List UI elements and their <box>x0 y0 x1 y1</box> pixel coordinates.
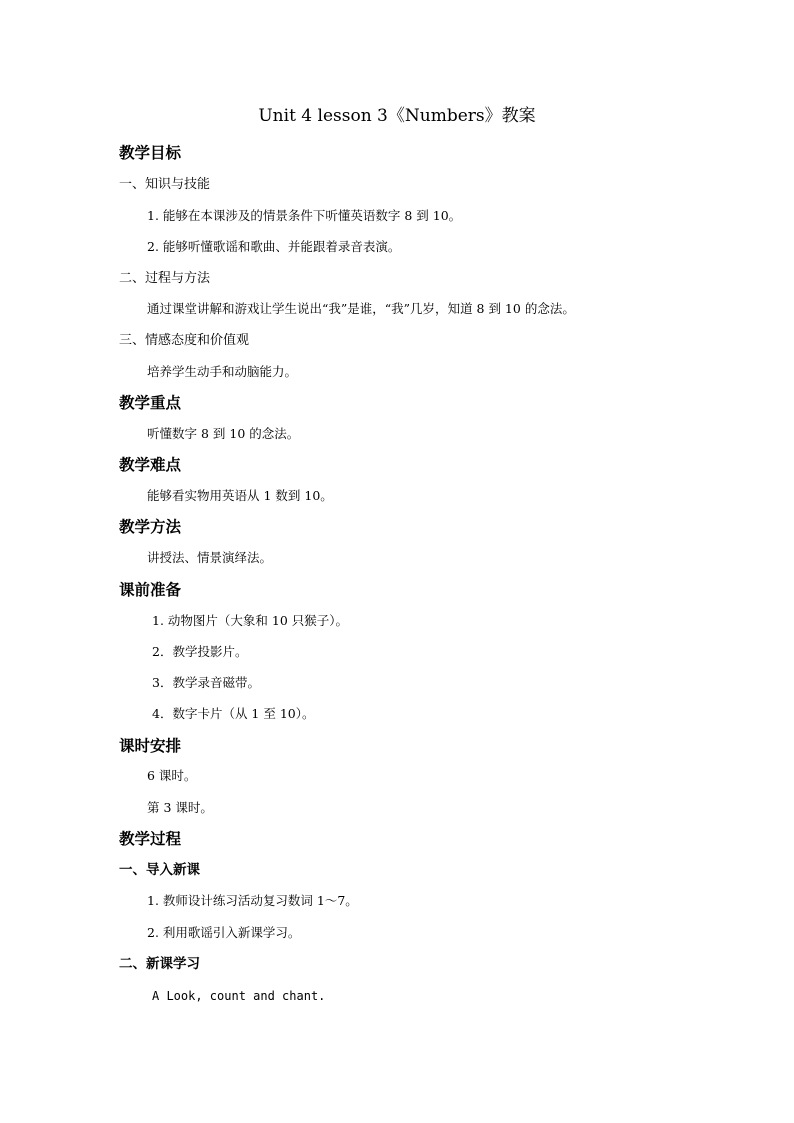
preparation-item-1: 1. 动物图片（大象和 10 只猴子）。 <box>152 613 349 628</box>
heading-methods: 教学方法 <box>119 518 182 536</box>
subheading-attitude-values: 三、情感态度和价值观 <box>119 333 250 348</box>
methods-text: 讲授法、情景演绎法。 <box>147 550 273 565</box>
heading-schedule: 课时安排 <box>119 737 182 755</box>
subheading-introduction: 一、导入新课 <box>119 862 200 878</box>
schedule-line-2: 第 3 课时。 <box>147 800 213 815</box>
heading-objectives: 教学目标 <box>119 144 182 162</box>
heading-difficulties: 教学难点 <box>119 456 182 474</box>
schedule-line-1: 6 课时。 <box>147 768 197 783</box>
subheading-process-method: 二、过程与方法 <box>119 271 211 286</box>
heading-key-points: 教学重点 <box>119 394 182 412</box>
subheading-knowledge-skills: 一、知识与技能 <box>119 177 211 192</box>
process-item-2: 2. 利用歌谣引入新课学习。 <box>147 925 301 940</box>
objective-item-2: 2. 能够听懂歌谣和歌曲、并能跟着录音表演。 <box>147 239 401 254</box>
document-title: Unit 4 lesson 3《Numbers》教案 <box>258 106 536 126</box>
key-points-text: 听懂数字 8 到 10 的念法。 <box>147 426 300 441</box>
process-method-text: 通过课堂讲解和游戏让学生说出“我”是谁，“我”几岁，知道 8 到 10 的念法。 <box>147 301 575 316</box>
subheading-new-lesson: 二、新课学习 <box>119 956 200 972</box>
attitude-values-text: 培养学生动手和动脑能力。 <box>147 364 298 379</box>
objective-item-1: 1. 能够在本课涉及的情景条件下听懂英语数字 8 到 10。 <box>147 208 462 223</box>
preparation-item-3: 3．教学录音磁带。 <box>152 675 260 690</box>
process-item-1: 1. 教师设计练习活动复习数词 1～7。 <box>147 893 358 908</box>
heading-process: 教学过程 <box>119 830 182 848</box>
preparation-item-4: 4．数字卡片（从 1 至 10）。 <box>152 706 315 721</box>
heading-preparation: 课前准备 <box>119 581 182 599</box>
new-lesson-item-a: A Look, count and chant. <box>152 989 326 1003</box>
preparation-item-2: 2．教学投影片。 <box>152 644 248 659</box>
difficulties-text: 能够看实物用英语从 1 数到 10。 <box>147 488 333 503</box>
